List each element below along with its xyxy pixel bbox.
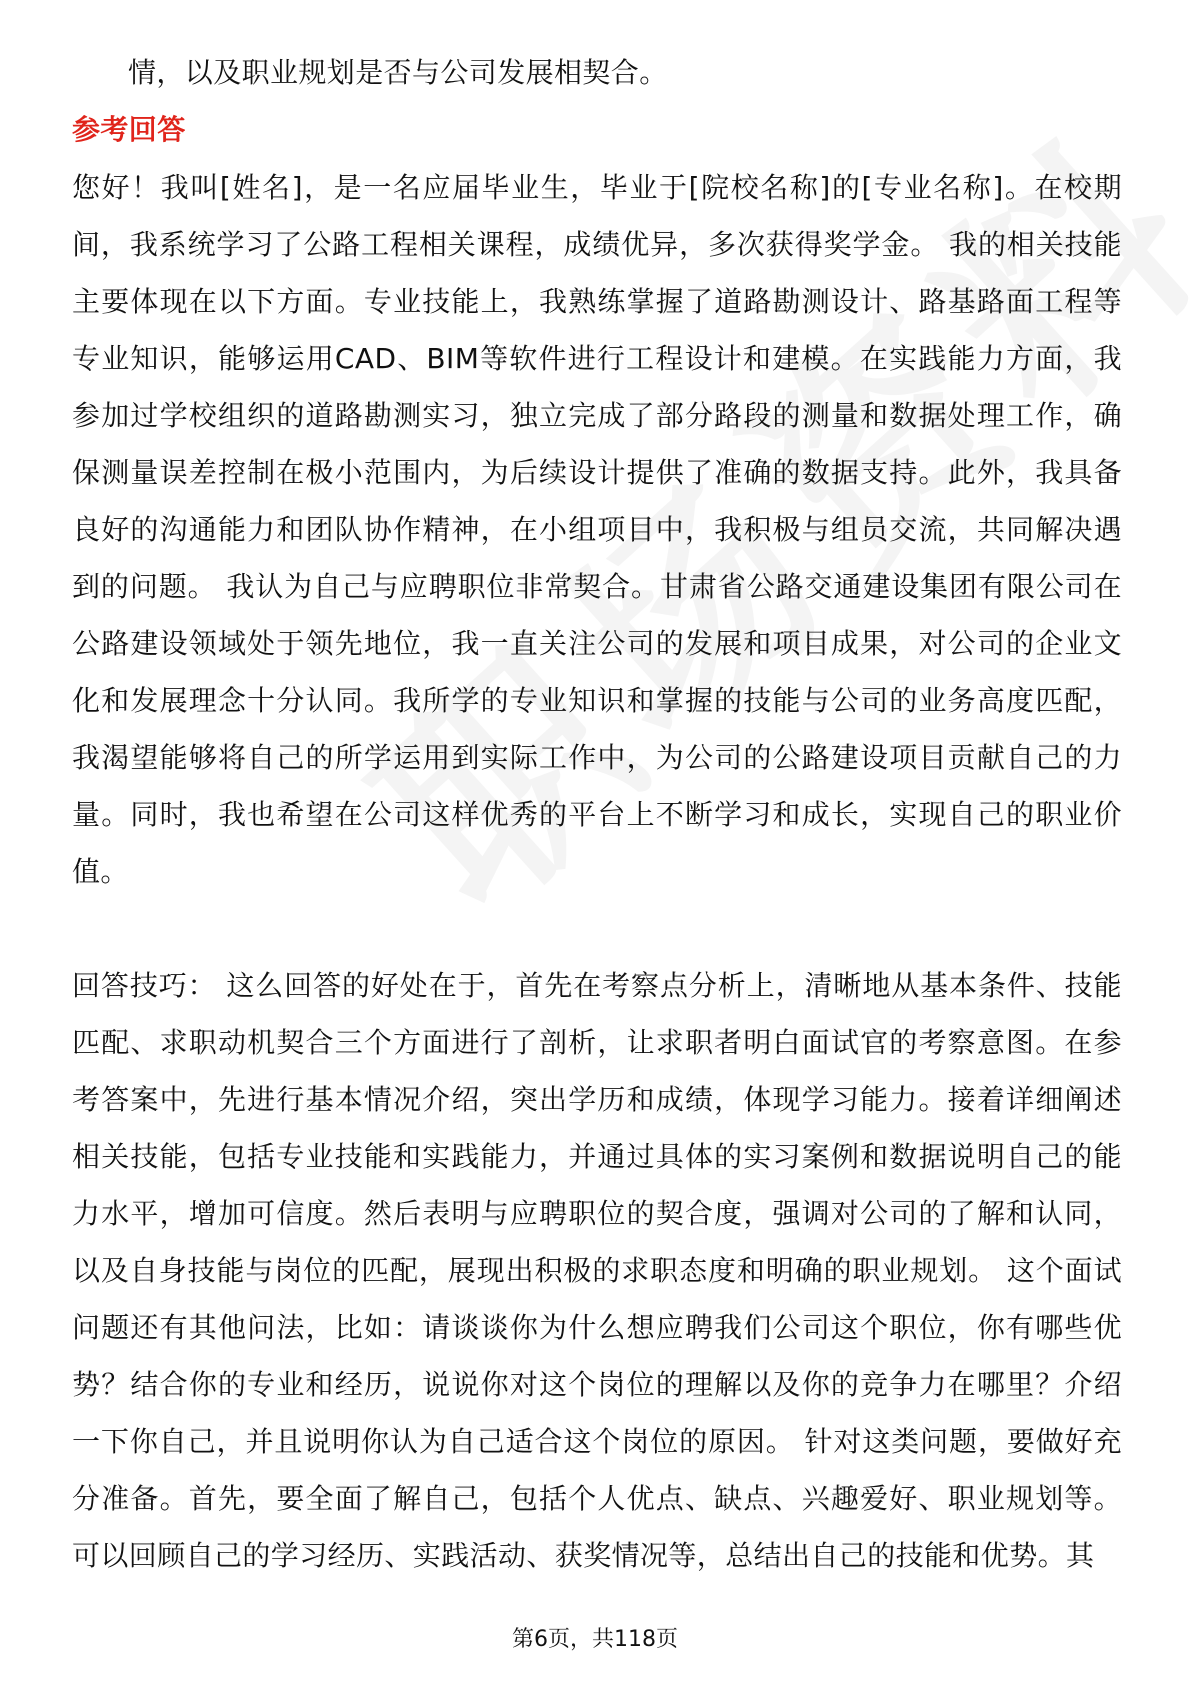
page-number-footer: 第6页，共118页 (512, 1627, 678, 1652)
tips-paragraph: 回答技巧： 这么回答的好处在于，首先在考察点分析上，清晰地从基本条件、技能匹配、求职动机契合三个方面进行了剖析，让求职者明白面试官的考察意图。在参考答案中，先进行基本情况介绍，突出学历和成绩，体现学习能力。接着详细阐述相关技能，包括专业技能和实践能力，并通过具体的实习案例和数据说明自己的能力水平，增加可信度。然后表明与应聘职位的契合度，强调对公司的了解和认同，以及自身技能与岗位的匹配，展现出积极的求职态度和明确的职业规划。 这个面试问题还有其他问法，比如：请谈谈你为什么想应聘我们公司这个职位，你有哪些优势？结合你的专业和经历，说说你对这个岗位的理解以及你的竞争力在哪里？介绍一下你自己，并且说明你认为自己适合这个岗位的原因。 针对这类问题，要做好充分准备。首先，要全面了解自己，包括个人优点、缺点、兴趣爱好、职业规划等。可以回顾自己的学习经历、实践活动、获奖情况等，总结出自己的技能和优势。其 (72, 969, 1122, 1572)
answer-paragraph: 您好！我叫[姓名]，是一名应届毕业生，毕业于[院校名称]的[专业名称]。在校期间，我系统学习了公路工程相关课程，成绩优异，多次获得奖学金。 我的相关技能主要体现在以下方面。专业技能上，我熟练掌握了道路勘测设计、路基路面工程等专业知识，能够运用CAD、BIM等软件进行工程设计和建模。在实践能力方面，我参加过学校组织的道路勘测实习，独立完成了部分路段的测量和数据处理工作，确保测量误差控制在极小范围内，为后续设计提供了准确的数据支持。此外，我具备良好的沟通能力和团队协作精神，在小组项目中，我积极与组员交流，共同解决遇到的问题。 我认为自己与应聘职位非常契合。甘肃省公路交通建设集团有限公司在公路建设领域处于领先地位，我一直关注公司的发展和项目成果，对公司的企业文化和发展理念十分认同。我所学的专业知识和掌握的技能与公司的业务高度匹配，我渴望能够将自己的所学运用到实际工作中，为公司的公路建设项目贡献自己的力量。同时，我也希望在公司这样优秀的平台上不断学习和成长，实现自己的职业价值。 (72, 171, 1122, 888)
continuation-line: 情，以及职业规划是否与公司发展相契合。 (128, 56, 668, 89)
reference-answer-heading: 参考回答 (72, 113, 186, 146)
page-content (72, 44, 1122, 1584)
